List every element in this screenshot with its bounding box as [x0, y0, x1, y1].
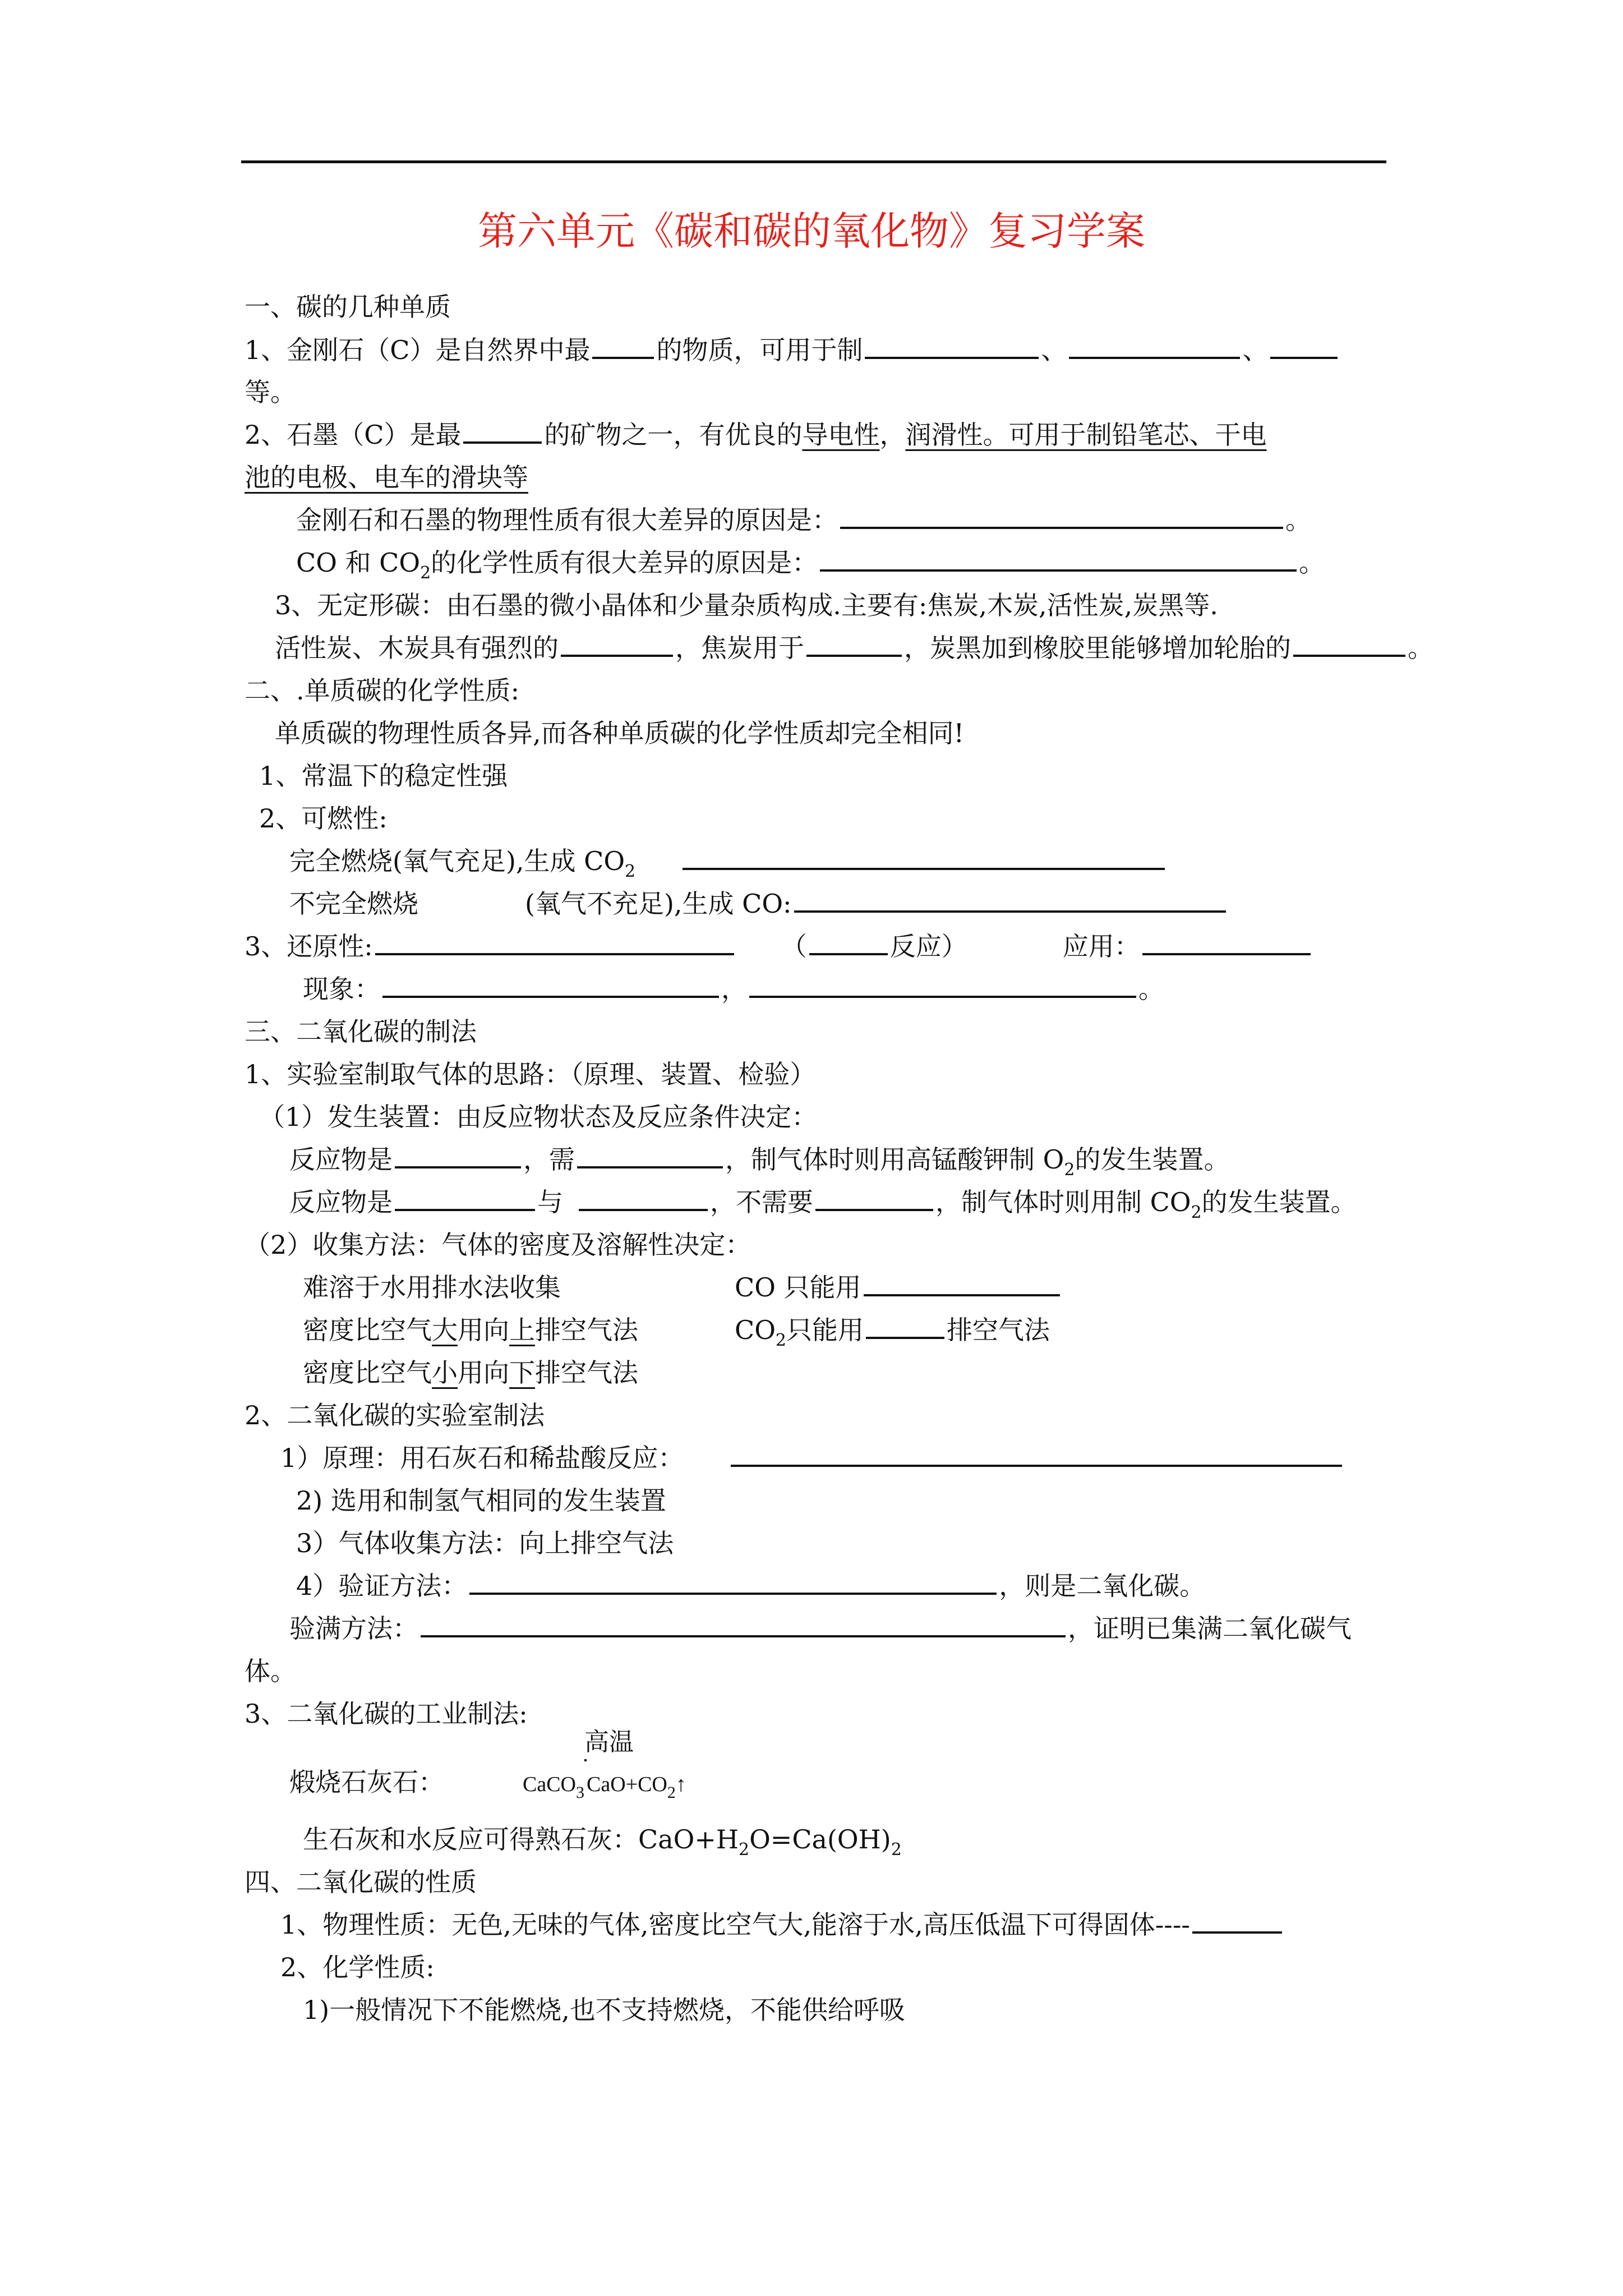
blank	[592, 331, 654, 359]
blank	[1270, 331, 1338, 359]
blank	[820, 544, 1297, 572]
s3-line-15: 体。	[245, 1656, 296, 1686]
blank	[1293, 629, 1405, 657]
blank	[1192, 1906, 1282, 1934]
s3-line-3: 反应物是 ，需 ，制气体时则用高锰酸钾制 $O_2$的发生装置。	[289, 1138, 1229, 1181]
s3-line-8: 密度比空气小用向下排空气法	[303, 1358, 638, 1388]
s1-line-3: 金刚石和石墨的物理性质有很大差异的原因是： 。	[296, 498, 1311, 542]
s1-line-2: 2、石墨（C）是最 的矿物之一，有优良的导电性，润滑性。可用于制铅笔芯、干电	[245, 413, 1266, 457]
s3-line-9: 2、二氧化碳的实验室制法	[245, 1400, 545, 1430]
blank	[794, 885, 1226, 913]
section-3-heading: 三、二氧化碳的制法	[245, 1016, 477, 1047]
blank	[463, 416, 542, 444]
s3-line-13: 4）验证方法： ，则是二氧化碳。	[296, 1564, 1205, 1608]
equation-calcination: CaCO$_3$ 高温 $CaO+CO_2↑$	[523, 1773, 686, 1796]
s3-line-10: 1）原理：用石灰石和稀盐酸反应：	[280, 1436, 1344, 1480]
s3-line-16: 3、二氧化碳的工业制法:	[245, 1699, 528, 1729]
s4-line-2: 2、化学性质:	[280, 1952, 435, 1982]
s1-line-2-cont: 池的电极、电车的滑块等	[245, 462, 528, 493]
s3-line-1: 1、实验室制取气体的思路：（原理、装置、检验）	[245, 1059, 816, 1089]
s2-line-5: 不完全燃烧 (氧气不充足),生成 CO:	[289, 882, 1228, 926]
s3-line-5: （2）收集方法：气体的密度及溶解性决定：	[245, 1230, 751, 1260]
s2-line-2: 1、常温下的稳定性强	[259, 761, 508, 791]
section-4-heading: 四、二氧化碳的性质	[245, 1867, 477, 1897]
blank	[1069, 331, 1240, 359]
s1-line-1: 1、金刚石（C）是自然界中最 的物质，可用于制 、 、	[245, 328, 1340, 372]
s3-line-4: 反应物是 与 ，不需要 ，制气体时则用制 $CO_2$的发生装置。	[289, 1180, 1357, 1224]
s1-line-5: 3、无定形碳：由石墨的微小晶体和少量杂质构成.主要有:焦炭,木炭,活性炭,炭黑等.	[275, 590, 1218, 620]
blank	[579, 1183, 708, 1211]
blank	[395, 1183, 535, 1211]
blank	[809, 927, 888, 955]
s2-line-6: 3、还原性: （ 反应） 应用：	[245, 924, 1313, 968]
s3-line-12: 3）气体收集方法：向上排空气法	[296, 1528, 674, 1558]
blank	[866, 1311, 944, 1339]
s1-line-1-cont: 等。	[245, 377, 296, 407]
section-1-heading: 一、碳的几种单质	[245, 292, 451, 322]
blank	[1142, 927, 1311, 955]
page-title: 第六单元《碳和碳的氧化物》复习学案	[478, 208, 1145, 254]
blank	[865, 331, 1039, 359]
s3-line-11: 2) 选用和制氢气相同的发生装置	[296, 1485, 666, 1516]
s4-line-1: 1、物理性质：无色,无味的气体,密度比空气大,能溶于水,高压低温下可得固体----	[280, 1903, 1284, 1947]
blank	[864, 1268, 1060, 1296]
blank	[395, 1140, 521, 1168]
blank	[731, 1439, 1342, 1467]
blank	[815, 1183, 933, 1211]
s2-line-3: 2、可燃性:	[259, 803, 388, 834]
blank	[561, 629, 673, 657]
blank	[421, 1609, 1066, 1637]
up-arrow-icon: ↑	[675, 1773, 686, 1796]
blank	[382, 970, 719, 998]
header-rule	[241, 160, 1386, 163]
s1-line-4: CO 和 $CO_2$的化学性质有很大差异的原因是： 。	[296, 541, 1325, 585]
blank	[840, 501, 1283, 529]
s3-line-7: 密度比空气大用向上排空气法 $CO_2$只能用 排空气法	[303, 1308, 1050, 1352]
s3-line-6: 难溶于水用排水法收集 CO 只能用	[303, 1266, 1062, 1309]
s3-line-14: 验满方法： ，证明已集满二氧化碳气	[289, 1607, 1352, 1650]
blank	[375, 927, 734, 955]
s4-line-3: 1)一般情况下不能燃烧,也不支持燃烧，不能供给呼吸	[303, 1995, 905, 2025]
s3-line-2: （1）发生装置：由反应物状态及反应条件决定：	[259, 1102, 818, 1132]
blank	[806, 629, 902, 657]
section-2-heading: 二、.单质碳的化学性质:	[245, 675, 520, 706]
blank	[577, 1140, 723, 1168]
s3-line-18: 生石灰和水反应可得熟石灰：$CaO+H_2O=Ca(OH)_2$	[303, 1824, 902, 1860]
s2-line-4: 完全燃烧(氧气充足),生成 $CO_2$	[289, 839, 1167, 883]
blank	[683, 842, 1165, 870]
s3-line-17: 煅烧石灰石： CaCO$_3$ 高温 $CaO+CO_2↑$	[289, 1760, 686, 1806]
s2-line-1: 单质碳的物理性质各异,而各种单质碳的化学性质却完全相同!	[275, 718, 965, 748]
blank	[749, 970, 1136, 998]
s1-line-6: 活性炭、木炭具有强烈的 ，焦炭用于 ，炭黑加到橡胶里能够增加轮胎的 。	[275, 626, 1433, 670]
blank	[469, 1567, 997, 1595]
s2-line-7: 现象： ， 。	[303, 967, 1164, 1011]
